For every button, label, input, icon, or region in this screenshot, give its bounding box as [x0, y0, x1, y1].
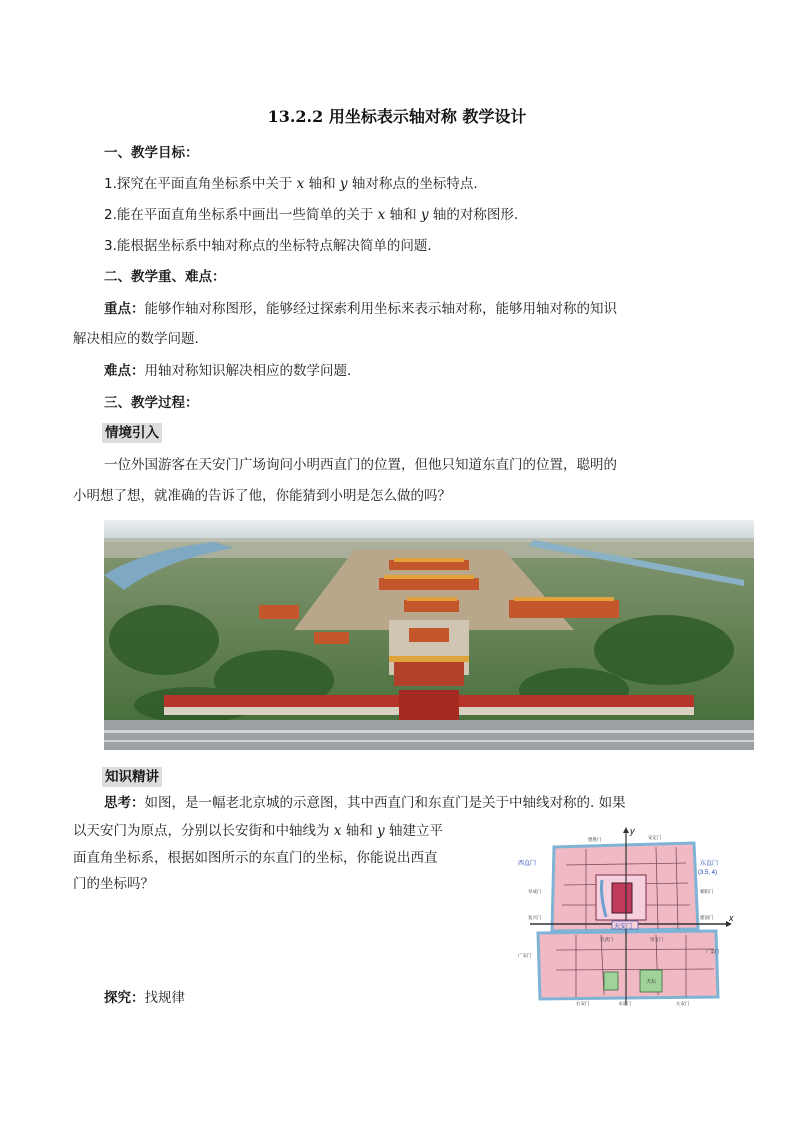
explore-text: 找规律	[144, 990, 185, 1006]
forbidden-city-photo	[104, 520, 754, 750]
map-label-west-gate: 西直门	[518, 861, 537, 867]
map-label-fuchengmen: 阜成门	[528, 889, 542, 894]
map-label-east-coord: (3.5, 4)	[698, 870, 718, 876]
section-2-heading: 二、教学重、难点：	[104, 269, 226, 285]
map-x-axis-label: x	[729, 913, 734, 923]
map-label-andingmen: 安定门	[648, 835, 662, 840]
map-label-tiantan: 天坛	[646, 979, 657, 985]
intro-line-1: 一位外国游客在天安门广场询问小明西直门的位置，但他只知道东直门的位置，聪明的	[104, 457, 617, 473]
goal-1-text-c: 轴对称点的坐标特点.	[347, 176, 478, 192]
map-label-east-gate: 东直门	[700, 861, 719, 867]
section-1-heading: 一、教学目标：	[104, 145, 199, 161]
map-label-fuxingmen: 复兴门	[528, 915, 542, 920]
goal-2-text-b: 轴和	[385, 207, 421, 223]
map-label-zuoanmen: 左安门	[676, 1001, 690, 1006]
explore-label: 探究：	[104, 990, 145, 1006]
map-label-guangqumen: 广渠门	[706, 949, 720, 954]
map-label-deshengmen: 德胜门	[588, 837, 602, 842]
difficulty-line	[104, 361, 351, 381]
think-2-x: x	[333, 823, 342, 839]
map-label-chongwenmen: 崇文门	[650, 937, 664, 942]
difficulty-text: 用轴对称知识解决相应的数学问题.	[144, 363, 352, 379]
map-label-guanganmen: 广安门	[518, 953, 532, 958]
map-label-tiananmen: 天安门	[614, 924, 633, 930]
goal-2-y: y	[420, 207, 429, 223]
think-line-2	[73, 821, 443, 841]
document-title: 13.2.2 用坐标表示轴对称 教学设计	[267, 107, 527, 126]
section-3-heading: 三、教学过程：	[104, 395, 199, 411]
think-text-1: 如图，是一幅老北京城的示意图，其中西直门和东直门是关于中轴线对称的. 如果	[144, 795, 626, 811]
map-label-jianguomen: 建国门	[700, 915, 714, 920]
goal-1-x: x	[296, 176, 305, 192]
key-point-text-1: 能够作轴对称图形，能够经过探索利用坐标来表示轴对称，能够用轴对称的知识	[144, 301, 617, 317]
goal-1-y: y	[339, 176, 348, 192]
goal-1-text-a: 1.探究在平面直角坐标系中关于	[104, 176, 297, 192]
goal-2-text-a: 2.能在平面直角坐标系中画出一些简单的关于	[104, 207, 378, 223]
map-label-yongdingmen: 永定门	[618, 1001, 632, 1006]
tag-knowledge: 知识精讲	[102, 767, 162, 787]
map-label-youanmen: 右安门	[576, 1001, 590, 1006]
think-label: 思考：	[104, 795, 145, 811]
think-2-text-a: 以天安门为原点，分别以长安街和中轴线为	[73, 823, 334, 839]
goal-2-x: x	[377, 207, 386, 223]
tag-intro: 情境引入	[102, 423, 162, 443]
think-2-text-c: 轴建立平	[384, 823, 443, 839]
goal-1	[104, 174, 478, 194]
goal-3: 3.能根据坐标系中轴对称点的坐标特点解决简单的问题.	[104, 238, 432, 254]
goal-2	[104, 205, 518, 225]
key-point-label: 重点：	[104, 301, 145, 317]
think-2-text-b: 轴和	[341, 823, 378, 839]
think-line-4: 门的坐标吗？	[73, 876, 154, 892]
explore-line	[104, 988, 185, 1008]
think-2-y: y	[377, 823, 385, 839]
map-label-chaoyangmen: 朝阳门	[700, 889, 714, 894]
key-point-line-1	[104, 299, 617, 319]
think-line-1	[104, 793, 626, 813]
think-line-3: 面直角坐标系，根据如图所示的东直门的坐标，你能说出西直	[73, 850, 438, 866]
intro-line-2: 小明想了想，就准确的告诉了他，你能猜到小明是怎么做的吗？	[73, 488, 451, 504]
map-y-axis-label: y	[630, 826, 635, 836]
goal-2-text-c: 轴的对称图形.	[428, 207, 519, 223]
map-label-xuanwumen: 宣武门	[600, 937, 614, 942]
beijing-map-diagram	[516, 825, 738, 1008]
goal-1-text-b: 轴和	[304, 176, 340, 192]
key-point-line-2: 解决相应的数学问题.	[73, 331, 199, 347]
difficulty-label: 难点：	[104, 363, 145, 379]
